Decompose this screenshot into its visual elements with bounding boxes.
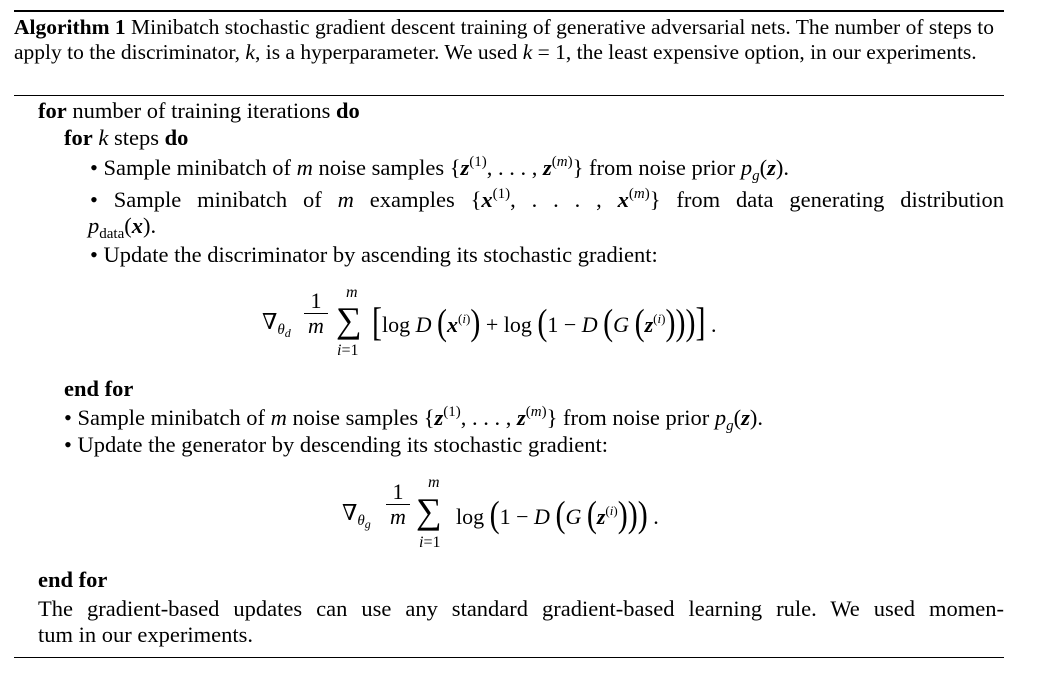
d-step-sample-noise: • Sample minibatch of m noise samples {$z^{(1)}$, . . . , $z^{(m)}$} from noise prior $p_g(z)$. xyxy=(90,154,790,184)
outer-for-line xyxy=(38,98,360,124)
bottom-rule xyxy=(14,657,1004,658)
g-step-update-text: Update the generator by descending its stochastic gradient: xyxy=(77,432,608,457)
top-rule xyxy=(14,10,1004,12)
d-step-update-text: Update the discriminator by ascending its stochastic gradient: xyxy=(103,242,658,267)
sum-upper-limit: m xyxy=(428,474,440,491)
caption-text: Minibatch stochastic gradient descent training of generative adversarial nets. The number of steps to apply to the discriminator, k, is a hyperparameter. We used k = 1, the least expensive option, in our experiments. xyxy=(14,15,994,64)
k-variable: k xyxy=(98,125,109,150)
inner-for-line xyxy=(64,125,188,151)
for-keyword: for xyxy=(64,125,93,150)
end-for-inner: end for xyxy=(64,376,134,401)
fraction-1-over-m: 1 m xyxy=(386,480,410,529)
g-step-sample-noise: • Sample minibatch of m noise samples {$z^{(1)}$, . . . , $z^{(m)}$} from noise prior $p_g(z)$. xyxy=(64,404,764,434)
nabla-theta-d: $\nabla_{\theta_d}$ xyxy=(262,309,291,340)
eq2-body: log (1 − D (G $(z^{(i)})$)) . xyxy=(456,493,659,535)
sum-symbol: ∑ xyxy=(336,300,362,340)
sum-upper-limit: m xyxy=(346,284,358,301)
d-step-update: • Update the discriminator by ascending its stochastic gradient: xyxy=(90,242,658,267)
g-step-update: • Update the generator by descending its stochastic gradient: xyxy=(64,432,608,457)
sum-lower-limit: i=1 xyxy=(337,342,359,359)
outer-for-text: number of training iterations xyxy=(72,98,331,123)
nabla-theta-g: $\nabla_{\theta_g}$ xyxy=(342,500,371,531)
algorithm-caption xyxy=(14,15,1004,65)
do-keyword: do xyxy=(164,125,189,150)
fraction-1-over-m: 1 m xyxy=(304,289,328,338)
sum-lower-limit: i=1 xyxy=(419,534,441,551)
d-step-sample-data: • Sample minibatch of m examples {$x^{(1)}$, . . . , $x^{(m)}$} from data generating distribution xyxy=(90,186,1004,212)
footer-line-1: The gradient-based updates can use any standard gradient-based learning rule. We used momen- xyxy=(38,596,1004,621)
sum-symbol: ∑ xyxy=(416,491,442,531)
d-step-sample-data-cont: $p_{data}(x)$. xyxy=(88,213,157,242)
end-for-outer: end for xyxy=(38,567,108,592)
caption-title: Algorithm 1 xyxy=(14,15,126,39)
inner-for-text: steps xyxy=(113,125,159,150)
for-keyword: for xyxy=(38,98,67,123)
footer-line-2: tum in our experiments. xyxy=(38,622,253,647)
eq1-body: [log D $(x^{(i)}) + \log (1 - D$ (G $(z^{(i)})$))] . xyxy=(372,300,717,345)
caption-rule xyxy=(14,95,1004,96)
do-keyword: do xyxy=(336,98,360,123)
